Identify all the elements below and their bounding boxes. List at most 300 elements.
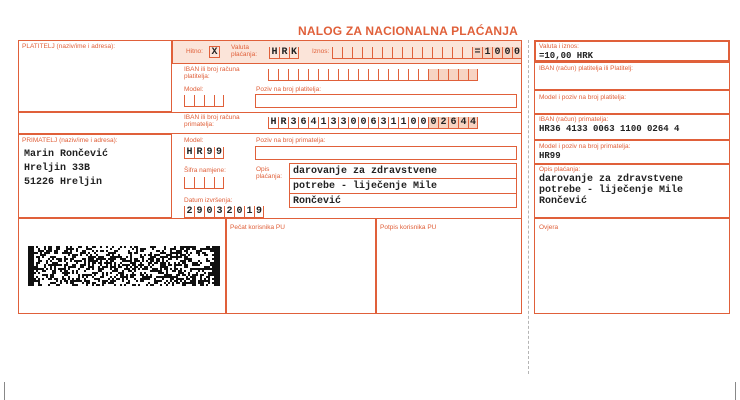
- barcode-module: [142, 258, 144, 260]
- barcode-module: [168, 264, 170, 266]
- barcode-module: [216, 260, 218, 262]
- barcode-module: [168, 258, 170, 260]
- barcode-module: [214, 278, 216, 280]
- barcode-module: [136, 248, 138, 250]
- barcode-module: [80, 260, 82, 262]
- barcode-module: [214, 276, 216, 278]
- char-cell: 1: [244, 206, 254, 218]
- barcode-module: [66, 264, 68, 266]
- barcode-module: [200, 276, 202, 278]
- barcode-module: [164, 282, 166, 284]
- barcode-module: [78, 268, 80, 270]
- barcode-module: [212, 264, 214, 266]
- barcode-module: [50, 278, 52, 280]
- barcode-module: [204, 268, 206, 270]
- barcode-module: [206, 254, 208, 256]
- barcode-module: [28, 266, 30, 268]
- barcode-module: [32, 266, 34, 268]
- barcode-module: [214, 252, 216, 254]
- barcode-module: [58, 260, 60, 262]
- barcode-module: [216, 280, 218, 282]
- barcode-module: [72, 280, 74, 282]
- opis-divider-1: [289, 178, 517, 179]
- barcode-module: [38, 280, 40, 282]
- barcode-module: [214, 260, 216, 262]
- char-cell: [412, 47, 422, 59]
- barcode-module: [42, 268, 44, 270]
- barcode-module: [70, 260, 72, 262]
- barcode-module: [166, 272, 168, 274]
- barcode-module: [142, 256, 144, 258]
- barcode-module: [168, 254, 170, 256]
- barcode-module: [102, 284, 104, 286]
- char-cell: 1: [398, 117, 408, 129]
- barcode-module: [196, 250, 198, 252]
- barcode-module: [194, 246, 196, 248]
- barcode-module: [210, 250, 212, 252]
- barcode-module: [78, 276, 80, 278]
- barcode-module: [44, 248, 46, 250]
- barcode-module: [88, 262, 90, 264]
- barcode-module: [212, 266, 214, 268]
- barcode-module: [44, 254, 46, 256]
- barcode-module: [200, 274, 202, 276]
- barcode-module: [126, 268, 128, 270]
- barcode-module: [104, 266, 106, 268]
- barcode-module: [38, 258, 40, 260]
- barcode-module: [80, 254, 82, 256]
- barcode-module: [36, 246, 38, 248]
- potpis-label: Potpis korisnika PU: [380, 224, 437, 231]
- barcode-module: [92, 272, 94, 274]
- char-cell: [428, 69, 438, 81]
- barcode-module: [98, 270, 100, 272]
- barcode-module: [106, 260, 108, 262]
- barcode-module: [48, 284, 50, 286]
- barcode-module: [104, 280, 106, 282]
- barcode-module: [184, 258, 186, 260]
- char-cell: 0: [502, 47, 512, 59]
- barcode-module: [170, 280, 172, 282]
- barcode-module: [32, 254, 34, 256]
- barcode-module: [46, 274, 48, 276]
- receipt-model-poziv-primatelja-label: Model i poziv na broj primatelja:: [539, 143, 631, 150]
- barcode-module: [78, 260, 80, 262]
- barcode-module: [90, 258, 92, 260]
- barcode-module: [88, 260, 90, 262]
- barcode-module: [184, 266, 186, 268]
- barcode-module: [84, 260, 86, 262]
- barcode-module: [30, 256, 32, 258]
- barcode-module: [108, 282, 110, 284]
- char-cell: [432, 47, 442, 59]
- barcode-module: [68, 248, 70, 250]
- barcode-module: [206, 260, 208, 262]
- barcode-module: [188, 282, 190, 284]
- barcode-module: [70, 252, 72, 254]
- barcode-module: [66, 252, 68, 254]
- barcode-module: [30, 248, 32, 250]
- barcode-module: [210, 274, 212, 276]
- barcode-module: [118, 272, 120, 274]
- barcode-module: [214, 250, 216, 252]
- barcode-module: [214, 264, 216, 266]
- barcode-module: [150, 284, 152, 286]
- barcode-module: [210, 262, 212, 264]
- barcode-module: [186, 276, 188, 278]
- barcode-module: [218, 284, 220, 286]
- barcode-module: [70, 258, 72, 260]
- primatelj-line-1: Marin Rončević: [24, 149, 109, 160]
- barcode-module: [164, 274, 166, 276]
- barcode-module: [52, 274, 54, 276]
- barcode-module: [158, 280, 160, 282]
- barcode-module: [150, 246, 152, 248]
- barcode-module: [32, 258, 34, 260]
- barcode-module: [164, 248, 166, 250]
- barcode-module: [88, 258, 90, 260]
- receipt-opis-line-1: darovanje za zdravstvene: [539, 174, 684, 185]
- barcode-module: [186, 250, 188, 252]
- barcode-module: [140, 264, 142, 266]
- barcode-module: [186, 258, 188, 260]
- barcode-module: [170, 268, 172, 270]
- barcode-module: [166, 280, 168, 282]
- tear-line: [528, 40, 529, 374]
- barcode-module: [58, 264, 60, 266]
- barcode-module: [212, 270, 214, 272]
- barcode-module: [48, 264, 50, 266]
- barcode-module: [168, 282, 170, 284]
- poziv-primatelja-field[interactable]: [255, 146, 517, 160]
- barcode-module: [102, 272, 104, 274]
- barcode-module: [192, 284, 194, 286]
- barcode-module: [208, 274, 210, 276]
- char-cell: 9: [194, 206, 204, 218]
- barcode-module: [32, 270, 34, 272]
- barcode-module: [210, 248, 212, 250]
- barcode-module: [216, 278, 218, 280]
- char-cell: 4: [469, 117, 476, 128]
- barcode-module: [112, 266, 114, 268]
- barcode-module: [218, 254, 220, 256]
- barcode-module: [180, 268, 182, 270]
- barcode-module: [66, 270, 68, 272]
- barcode-module: [152, 268, 154, 270]
- platitelj-label: PLATITELJ (naziv/ime i adresa):: [22, 43, 116, 50]
- barcode-module: [170, 278, 172, 280]
- barcode-module: [160, 264, 162, 266]
- barcode-module: [112, 278, 114, 280]
- valuta-field[interactable]: [269, 47, 299, 59]
- barcode-module: [208, 246, 210, 248]
- barcode-module: [30, 276, 32, 278]
- barcode-module: [188, 258, 190, 260]
- barcode-module: [190, 268, 192, 270]
- barcode-module: [144, 278, 146, 280]
- barcode-module: [50, 282, 52, 284]
- barcode-module: [190, 258, 192, 260]
- barcode-module: [178, 256, 180, 258]
- iznos-field[interactable]: [332, 47, 522, 59]
- barcode-module: [150, 276, 152, 278]
- barcode-module: [114, 266, 116, 268]
- barcode-module: [144, 268, 146, 270]
- barcode-module: [200, 280, 202, 282]
- barcode-module: [98, 262, 100, 264]
- barcode-module: [114, 252, 116, 254]
- barcode-module: [140, 248, 142, 250]
- barcode-module: [104, 262, 106, 264]
- barcode-module: [154, 262, 156, 264]
- barcode-module: [176, 268, 178, 270]
- barcode-module: [34, 252, 36, 254]
- barcode-module: [184, 270, 186, 272]
- barcode-module: [140, 266, 142, 268]
- barcode-module: [114, 268, 116, 270]
- barcode-module: [64, 256, 66, 258]
- barcode-module: [122, 274, 124, 276]
- barcode-module: [216, 276, 218, 278]
- barcode-module: [206, 248, 208, 250]
- barcode-module: [60, 258, 62, 260]
- barcode-module: [100, 246, 102, 248]
- barcode-module: [28, 280, 30, 282]
- barcode-module: [40, 260, 42, 262]
- barcode-module: [160, 280, 162, 282]
- barcode-module: [66, 280, 68, 282]
- receipt-model-poziv-platitelja-label: Model i poziv na broj platitelja:: [539, 94, 627, 101]
- barcode-module: [68, 278, 70, 280]
- barcode-module: [32, 260, 34, 262]
- barcode-module: [28, 282, 30, 284]
- barcode-module: [132, 268, 134, 270]
- sifra-namjene-field[interactable]: [184, 177, 224, 189]
- barcode-module: [82, 276, 84, 278]
- barcode-module: [180, 260, 182, 262]
- barcode-module: [208, 276, 210, 278]
- barcode-module: [30, 284, 32, 286]
- barcode-module: [30, 272, 32, 274]
- barcode-module: [52, 264, 54, 266]
- barcode-module: [90, 248, 92, 250]
- barcode-module: [46, 268, 48, 270]
- barcode-module: [50, 264, 52, 266]
- barcode-module: [48, 252, 50, 254]
- barcode-module: [86, 280, 88, 282]
- barcode-module: [66, 274, 68, 276]
- barcode-module: [74, 254, 76, 256]
- barcode-module: [128, 250, 130, 252]
- barcode-module: [92, 268, 94, 270]
- barcode-module: [218, 258, 220, 260]
- barcode-module: [96, 258, 98, 260]
- barcode-module: [208, 282, 210, 284]
- barcode-module: [30, 274, 32, 276]
- barcode-module: [106, 262, 108, 264]
- barcode-module: [54, 262, 56, 264]
- barcode-module: [118, 266, 120, 268]
- barcode-module: [172, 248, 174, 250]
- barcode-module: [30, 258, 32, 260]
- barcode-module: [82, 250, 84, 252]
- barcode-module: [74, 280, 76, 282]
- barcode-module: [64, 278, 66, 280]
- barcode-module: [30, 250, 32, 252]
- barcode-module: [32, 256, 34, 258]
- barcode-module: [140, 272, 142, 274]
- barcode-module: [52, 276, 54, 278]
- char-cell: H: [268, 117, 278, 129]
- barcode-module: [186, 282, 188, 284]
- char-cell: 9: [215, 147, 222, 158]
- char-cell: K: [290, 47, 297, 58]
- iban-platitelja-field[interactable]: [268, 69, 478, 81]
- barcode-module: [192, 274, 194, 276]
- barcode-module: [218, 266, 220, 268]
- barcode-module: [158, 250, 160, 252]
- poziv-platitelja-field[interactable]: [255, 94, 517, 108]
- barcode-module: [74, 266, 76, 268]
- barcode-module: [138, 268, 140, 270]
- barcode-module: [64, 252, 66, 254]
- barcode-module: [54, 252, 56, 254]
- barcode-module: [170, 250, 172, 252]
- barcode-module: [92, 258, 94, 260]
- barcode-module: [206, 246, 208, 248]
- barcode-module: [134, 260, 136, 262]
- barcode-module: [188, 248, 190, 250]
- barcode-module: [136, 260, 138, 262]
- barcode-module: [110, 280, 112, 282]
- barcode-module: [188, 246, 190, 248]
- char-cell: [448, 69, 458, 81]
- barcode-module: [98, 258, 100, 260]
- model-primatelja-field[interactable]: [184, 147, 224, 159]
- barcode-module: [146, 268, 148, 270]
- barcode-module: [184, 254, 186, 256]
- barcode-module: [48, 258, 50, 260]
- barcode-module: [38, 250, 40, 252]
- barcode-module: [182, 278, 184, 280]
- barcode-module: [36, 276, 38, 278]
- barcode-module: [68, 268, 70, 270]
- char-cell: =: [472, 47, 482, 59]
- datum-field[interactable]: [184, 206, 264, 218]
- char-cell: [332, 47, 342, 59]
- barcode-module: [128, 260, 130, 262]
- barcode-module: [40, 284, 42, 286]
- barcode-module: [180, 252, 182, 254]
- barcode-module: [156, 282, 158, 284]
- barcode-module: [216, 252, 218, 254]
- char-cell: R: [278, 117, 288, 129]
- barcode-module: [192, 280, 194, 282]
- hitno-label: Hitno:: [186, 48, 203, 55]
- barcode-module: [54, 282, 56, 284]
- barcode-module: [72, 272, 74, 274]
- char-cell: [378, 69, 388, 81]
- primatelj-box: [18, 134, 172, 218]
- barcode-module: [42, 270, 44, 272]
- barcode-module: [84, 280, 86, 282]
- barcode-module: [176, 278, 178, 280]
- barcode-module: [90, 260, 92, 262]
- barcode-module: [214, 272, 216, 274]
- barcode-module: [134, 246, 136, 248]
- barcode-module: [94, 246, 96, 248]
- barcode-module: [78, 274, 80, 276]
- barcode-module: [106, 250, 108, 252]
- barcode-module: [212, 282, 214, 284]
- barcode-module: [102, 280, 104, 282]
- barcode-module: [120, 256, 122, 258]
- barcode-module: [134, 284, 136, 286]
- barcode-module: [32, 268, 34, 270]
- barcode-module: [110, 248, 112, 250]
- model-platitelja-field[interactable]: [184, 95, 224, 107]
- barcode-module: [82, 274, 84, 276]
- barcode-module: [106, 254, 108, 256]
- barcode-module: [218, 246, 220, 248]
- char-cell: 9: [255, 206, 262, 217]
- char-cell: 4: [308, 117, 318, 129]
- barcode-module: [34, 266, 36, 268]
- barcode-module: [158, 272, 160, 274]
- barcode-module: [166, 274, 168, 276]
- barcode-module: [120, 274, 122, 276]
- iban-primatelja-field[interactable]: [268, 117, 478, 129]
- barcode-module: [194, 278, 196, 280]
- barcode-module: [162, 264, 164, 266]
- barcode-module: [100, 256, 102, 258]
- char-cell: 9: [204, 147, 214, 159]
- barcode-module: [142, 248, 144, 250]
- char-cell: 2: [438, 117, 448, 129]
- barcode-module: [36, 262, 38, 264]
- barcode-module: [184, 246, 186, 248]
- barcode-module: [202, 280, 204, 282]
- barcode-module: [210, 272, 212, 274]
- barcode-module: [72, 266, 74, 268]
- barcode-module: [122, 260, 124, 262]
- barcode-module: [66, 250, 68, 252]
- barcode-module: [182, 260, 184, 262]
- char-cell: [442, 47, 452, 59]
- barcode-module: [32, 284, 34, 286]
- barcode-module: [180, 272, 182, 274]
- barcode-module: [180, 248, 182, 250]
- barcode-module: [168, 274, 170, 276]
- hitno-checkbox[interactable]: X: [209, 46, 220, 58]
- barcode-module: [152, 248, 154, 250]
- barcode-module: [214, 274, 216, 276]
- barcode-module: [166, 268, 168, 270]
- barcode-module: [178, 250, 180, 252]
- barcode-module: [130, 252, 132, 254]
- barcode-module: [62, 272, 64, 274]
- barcode-module: [168, 262, 170, 264]
- barcode-module: [96, 278, 98, 280]
- barcode-module: [172, 256, 174, 258]
- barcode-module: [98, 266, 100, 268]
- barcode-module: [92, 276, 94, 278]
- barcode-module: [92, 256, 94, 258]
- barcode-module: [90, 266, 92, 268]
- barcode-module: [48, 248, 50, 250]
- barcode-module: [178, 262, 180, 264]
- barcode-module: [126, 256, 128, 258]
